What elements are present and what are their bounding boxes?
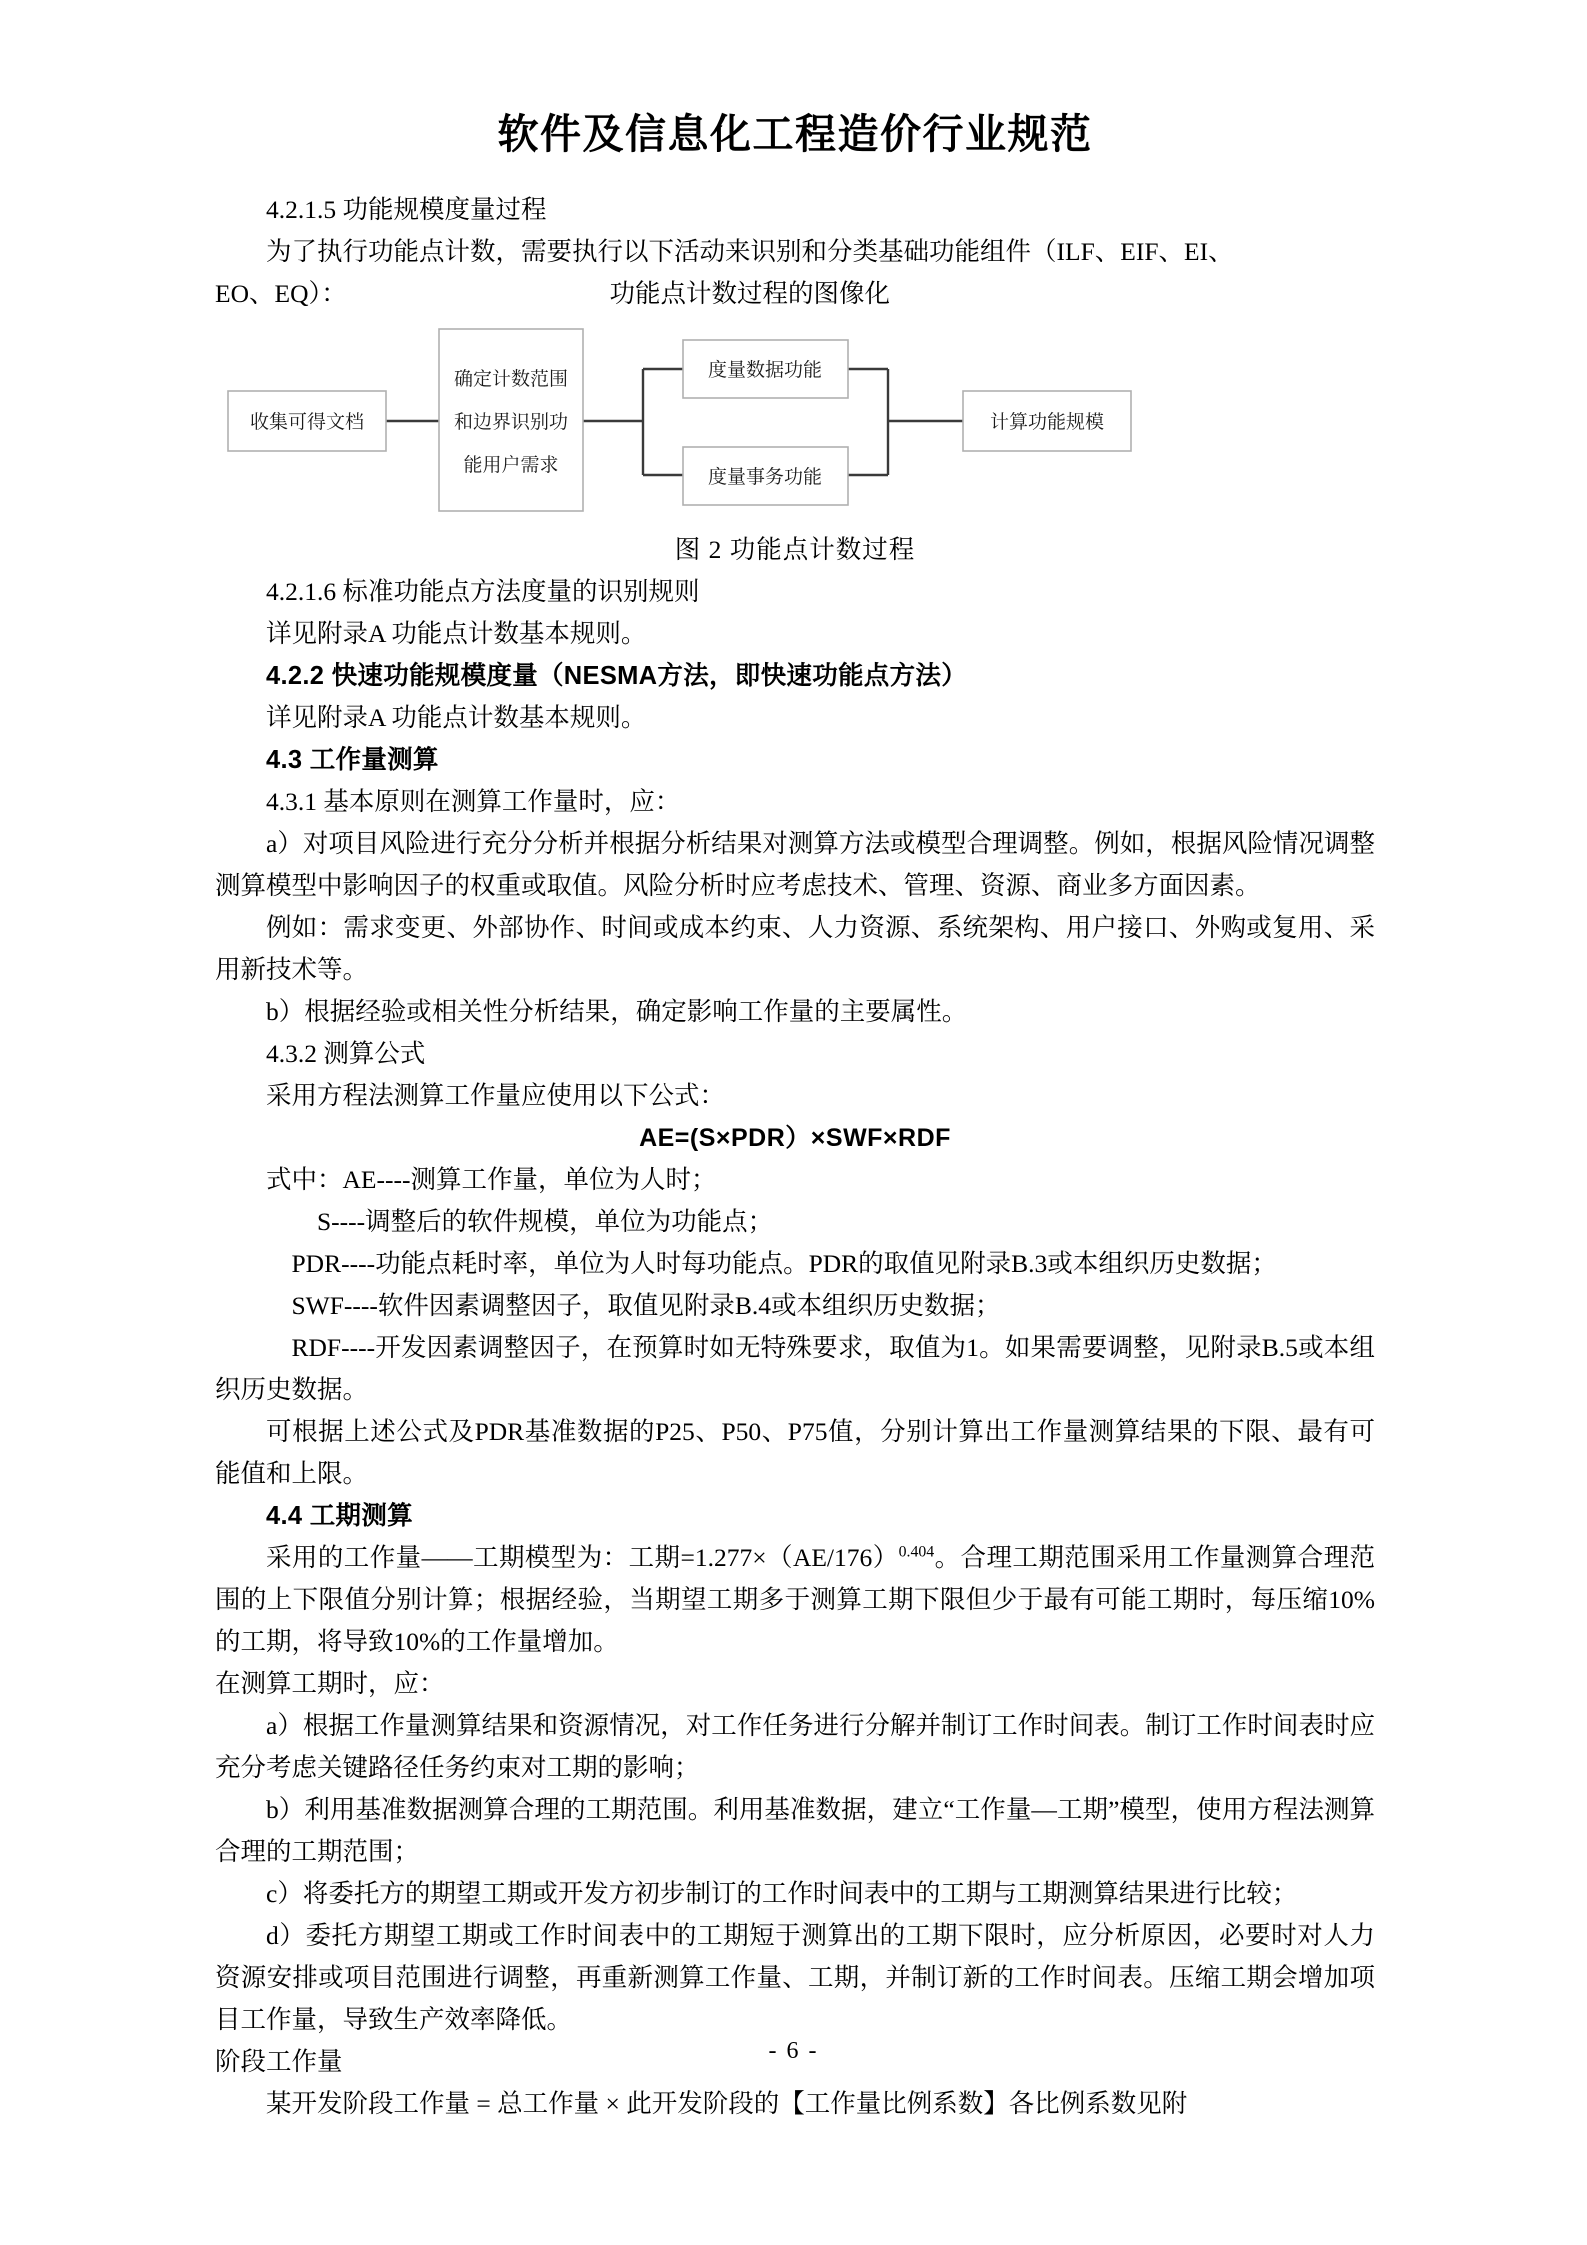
paragraph-4-4-model-post: 。合理工期范围采用工作量测算合理范围的上下限值分别计算；根据经验，当期望工期多于测算工期下限但少于最有可能工期时，每压缩10%的工期，将导致10%的工作量增加。: [215, 1543, 1375, 1657]
page-number: - 6 -: [768, 2038, 819, 2064]
definition-rdf: RDF----开发因素调整因子，在预算时如无特殊要求，取值为1。如果需要调整，见附录B.5或本组织历史数据。: [215, 1333, 1375, 1405]
figure-inline-title: 功能点计数过程的图像化: [609, 279, 890, 309]
definition-swf: SWF----软件因素调整因子，取值见附录B.4或本组织历史数据；: [291, 1291, 1001, 1321]
paragraph-4-2-1-5-line1: 为了执行功能点计数，需要执行以下活动来识别和分类基础功能组件（ILF、EIF、EI、: [266, 237, 1234, 267]
heading-4-2-1-6: 4.2.1.6 标准功能点方法度量的识别规则: [266, 577, 700, 607]
document-body: [215, 189, 1375, 2125]
flow-node-measure-transaction-function-label: 度量事务功能: [707, 467, 823, 489]
figure-caption: 图 2 功能点计数过程: [674, 535, 916, 565]
paragraph-4-4-exponent: 0.404: [898, 1543, 935, 1561]
definition-s: S----调整后的软件规模，单位为功能点；: [317, 1207, 774, 1237]
heading-4-3: 4.3 工作量测算: [266, 746, 439, 775]
flow-node-measure-data-function: [683, 340, 848, 398]
definition-ae: 式中：AE----测算工作量，单位为人时；: [266, 1165, 717, 1195]
paragraph-4-3-2-intro: 采用方程法测算工作量应使用以下公式：: [266, 1081, 726, 1111]
heading-4-3-2: 4.3.2 测算公式: [266, 1039, 426, 1069]
heading-4-4: 4.4 工期测算: [266, 1502, 413, 1531]
formula-ae: AE=(S×PDR）×SWF×RDF: [639, 1124, 951, 1153]
paragraph-4-3-1-example: 例如：需求变更、外部协作、时间或成本约束、人力资源、系统架构、用户接口、外购或复用、采用新技术等。: [215, 913, 1375, 985]
paragraph-stage-effort: 某开发阶段工作量 = 总工作量 × 此开发阶段的【工作量比例系数】各比例系数见附: [266, 2089, 1188, 2119]
paragraph-4-4-d: d）委托方期望工期或工作时间表中的工期短于测算出的工期下限时，应分析原因，必要时对人力资源安排或项目范围进行调整，再重新测算工作量、工期，并制订新的工作时间表。压缩工期会增加项目工作量，导致生产效率降低。: [215, 1921, 1375, 2035]
paragraph-4-3-1-a: a）对项目风险进行充分分析并根据分析结果对测算方法或模型合理调整。例如，根据风险情况调整测算模型中影响因子的权重或取值。风险分析时应考虑技术、管理、资源、商业多方面因素。: [215, 829, 1375, 901]
paragraph-4-2-2: 详见附录A 功能点计数基本规则。: [266, 703, 647, 733]
paragraph-4-4-c: c）将委托方的期望工期或开发方初步制订的工作时间表中的工期与工期测算结果进行比较；: [266, 1879, 1298, 1909]
paragraph-4-4-a: a）根据工作量测算结果和资源情况，对工作任务进行分解并制订工作时间表。制订工作时间表时应充分考虑关键路径任务约束对工期的影响；: [215, 1711, 1375, 1783]
flow-node-determine-scope-label-3: 能用户需求: [463, 455, 559, 477]
flow-node-calculate-function-size: [963, 391, 1131, 451]
flow-node-measure-transaction-function: [683, 447, 848, 505]
flow-node-determine-scope: [439, 329, 583, 511]
paragraph-4-2-1-5-line2-left: EO、EQ）：: [215, 279, 347, 309]
paragraph-4-4-model: [215, 1537, 1375, 1663]
heading-4-3-1: 4.3.1 基本原则在测算工作量时，应：: [266, 787, 681, 817]
paragraph-4-2-1-6: 详见附录A 功能点计数基本规则。: [266, 619, 647, 649]
document-title: 软件及信息化工程造价行业规范: [497, 111, 1093, 157]
heading-4-2-2: 4.2.2 快速功能规模度量（NESMA方法，即快速功能点方法）: [266, 662, 967, 691]
heading-4-2-1-5: 4.2.1.5 功能规模度量过程: [266, 195, 547, 225]
flow-node-collect-documents-label: 收集可得文档: [249, 412, 365, 434]
page-content: [215, 0, 1375, 2125]
paragraph-4-4-b: b）利用基准数据测算合理的工期范围。利用基准数据，建立“工作量—工期”模型，使用方程法测算合理的工期范围；: [215, 1795, 1375, 1867]
flow-node-calculate-function-size-label: 计算功能规模: [989, 412, 1105, 434]
figure-flowchart: [173, 323, 1353, 523]
flow-node-determine-scope-label-2: 和边界识别功: [453, 412, 569, 434]
paragraph-4-3-2-closing: 可根据上述公式及PDR基准数据的P25、P50、P75值，分别计算出工作量测算结果的下限、最有可能值和上限。: [215, 1417, 1375, 1489]
heading-stage-effort: 阶段工作量: [215, 2047, 343, 2077]
flow-node-measure-data-function-label: 度量数据功能: [707, 360, 823, 382]
paragraph-4-2-1-5-line2: [215, 273, 1375, 315]
flow-node-collect-documents: [228, 391, 386, 451]
paragraph-4-3-1-b: b）根据经验或相关性分析结果，确定影响工作量的主要属性。: [266, 997, 968, 1027]
flow-node-determine-scope-label-1: 确定计数范围: [453, 369, 569, 391]
definition-pdr: PDR----功能点耗时率，单位为人时每功能点。PDR的取值见附录B.3或本组织历史数据；: [291, 1249, 1277, 1279]
paragraph-4-4-lead: 在测算工期时，应：: [215, 1669, 445, 1699]
paragraph-4-4-model-pre: 采用的工作量——工期模型为：工期=1.277×（AE/176）: [266, 1543, 899, 1573]
